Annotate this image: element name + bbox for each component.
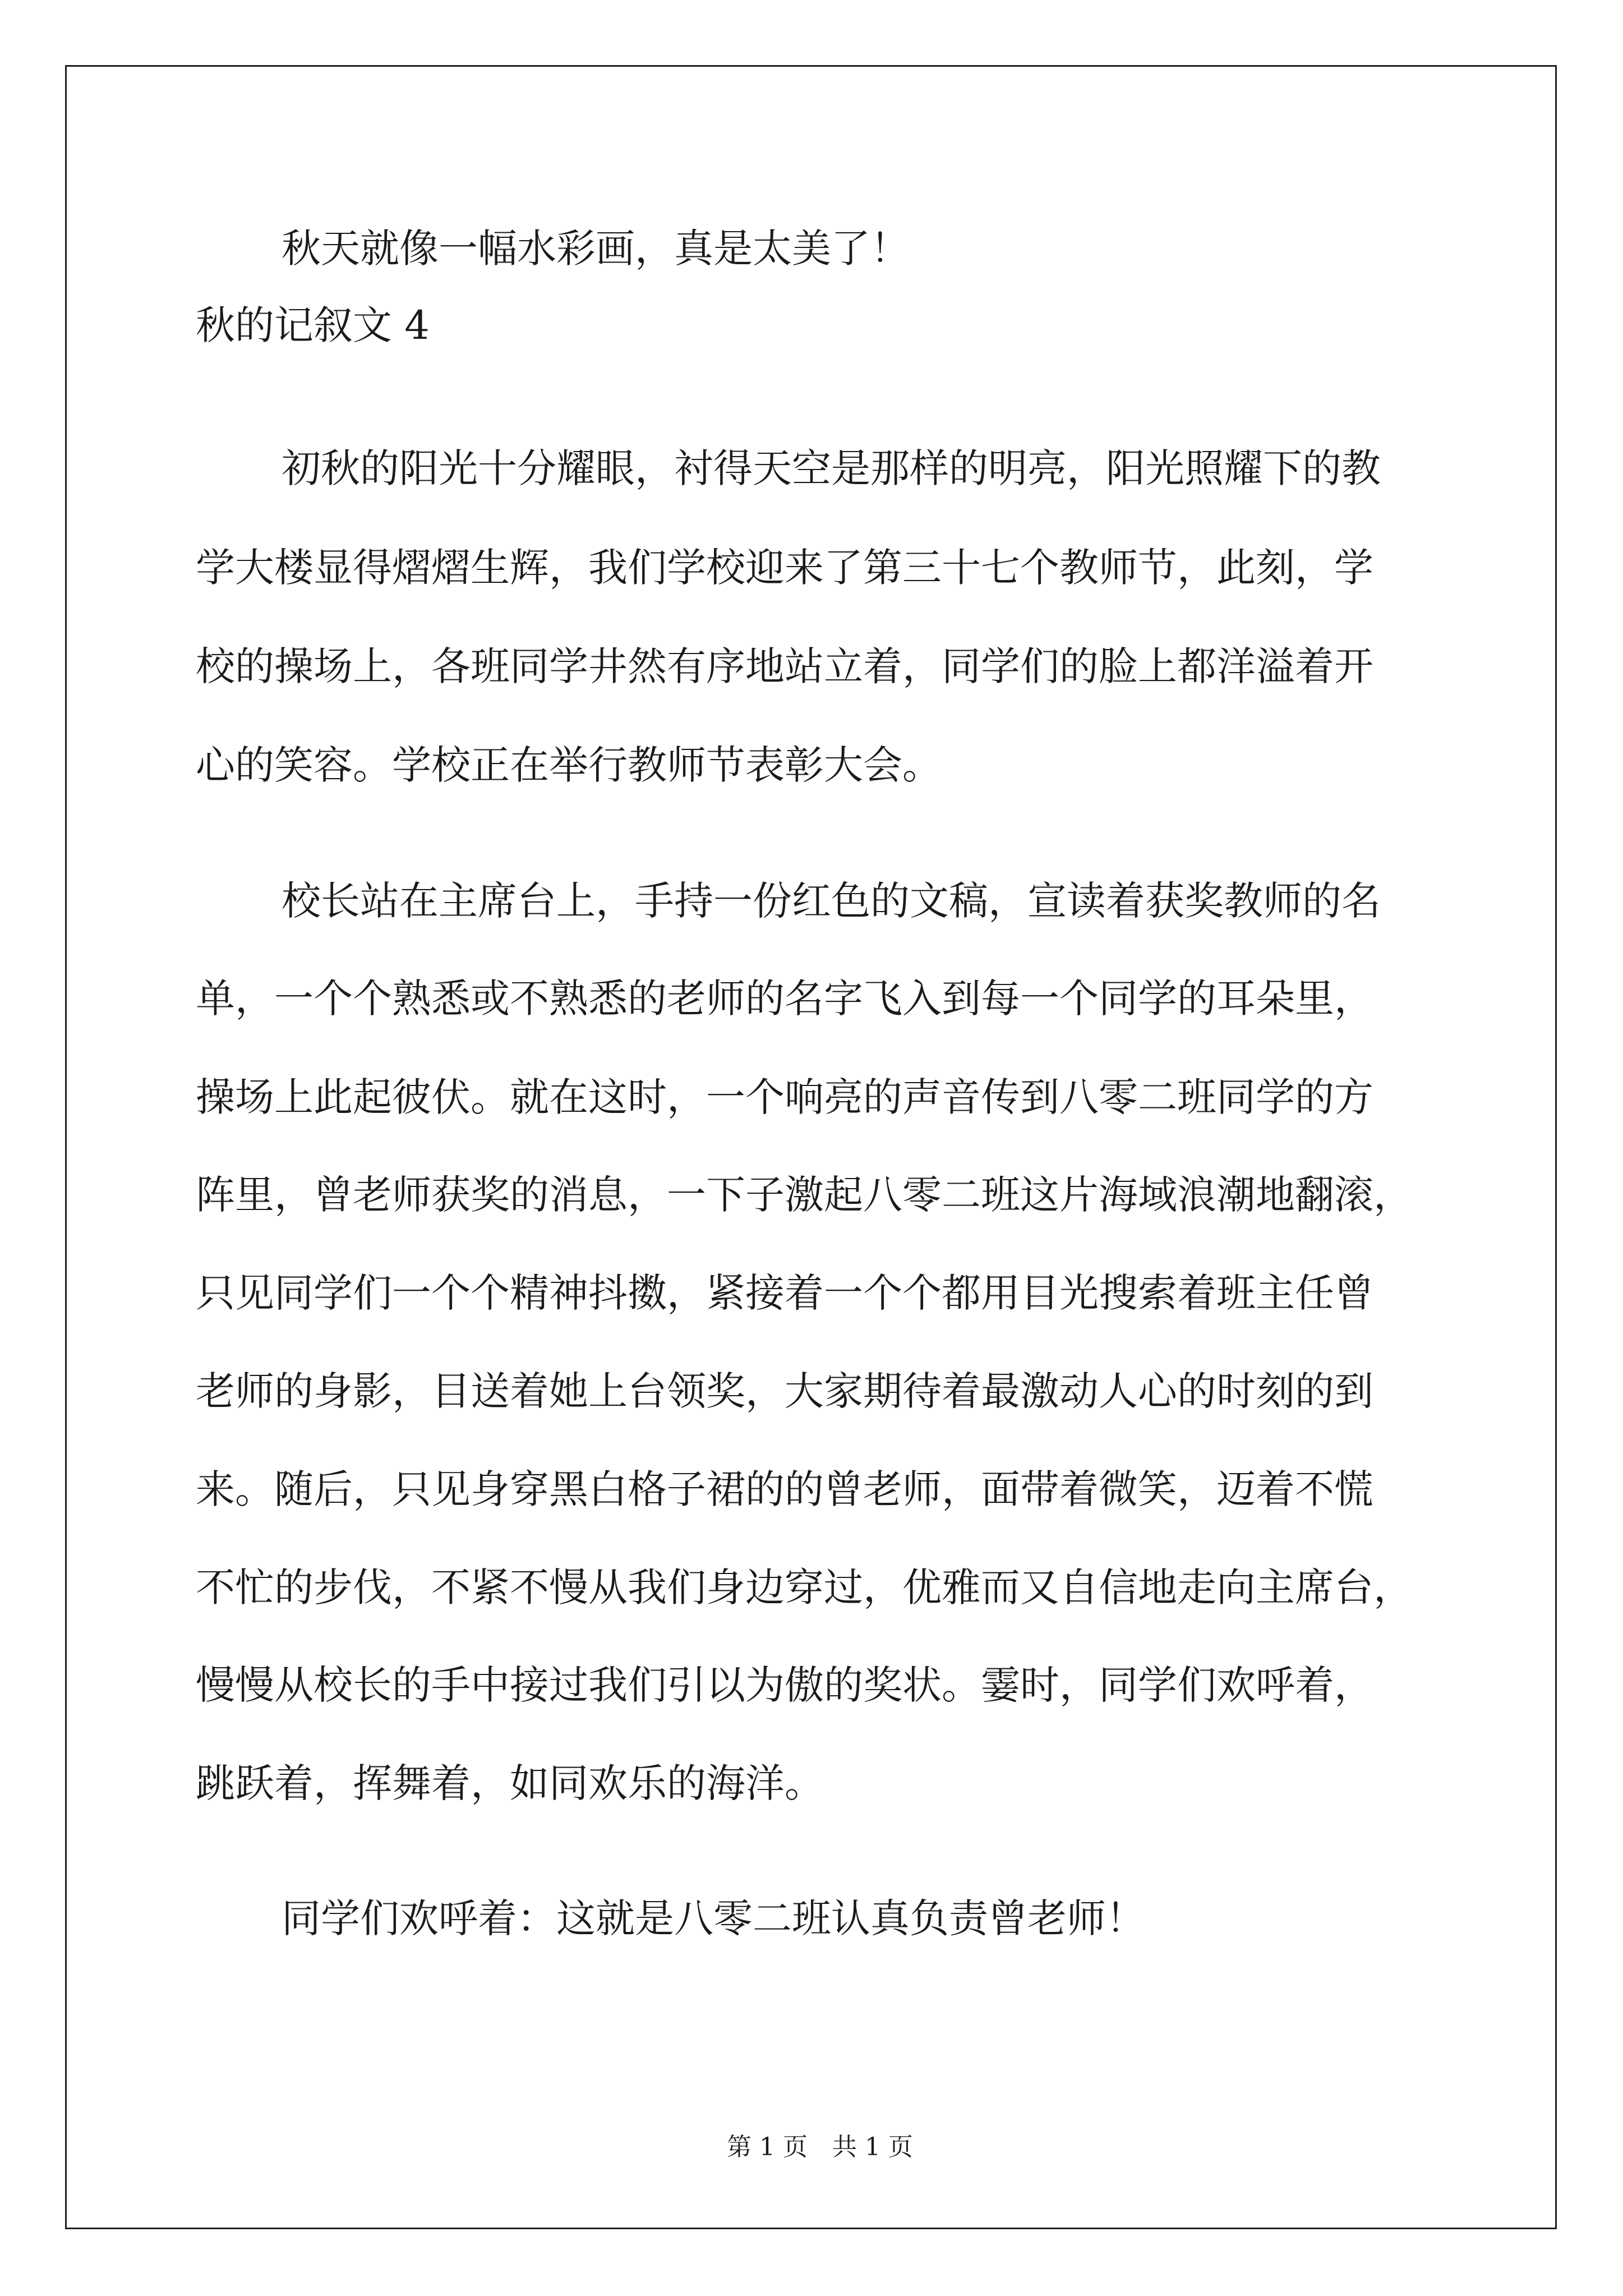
paragraph-line: 不忙的步伐，不紧不慢从我们身边穿过，优雅而又自信地走向主席台，: [196, 1565, 1413, 1611]
paragraph-line: 慢慢从校长的手中接过我们引以为傲的奖状。霎时，同学们欢呼着，: [196, 1662, 1373, 1708]
paragraph-line: 心的笑容。学校正在举行教师节表彰大会。: [196, 742, 942, 788]
paragraph-line: 来。随后，只见身穿黑白格子裙的的曾老师，面带着微笑，迈着不慌: [196, 1466, 1373, 1512]
paragraph-line: 跳跃着，挥舞着，如同欢乐的海洋。: [196, 1760, 824, 1806]
paragraph-line: 阵里，曾老师获奖的消息，一下子激起八零二班这片海域浪潮地翻滚，: [196, 1172, 1413, 1218]
paragraph-line: 学大楼显得熠熠生辉，我们学校迎来了第三十七个教师节，此刻，学: [196, 545, 1373, 591]
paragraph-line: 校长站在主席台上，手持一份红色的文稿，宣读着获奖教师的名: [282, 878, 1381, 924]
paragraph-line: 单，一个个熟悉或不熟悉的老师的名字飞入到每一个同学的耳朵里，: [196, 976, 1373, 1022]
paragraph-line: 同学们欢呼着：这就是八零二班认真负责曾老师！: [282, 1895, 1145, 1941]
page-footer: 第 1 页 共 1 页: [727, 2133, 913, 2161]
paragraph-line: 只见同学们一个个精神抖擞，紧接着一个个都用目光搜索着班主任曾: [196, 1270, 1373, 1316]
section-heading: 秋的记叙文 4: [196, 302, 430, 348]
paragraph-line: 操场上此起彼伏。就在这时，一个响亮的声音传到八零二班同学的方: [196, 1074, 1373, 1120]
paragraph-line: 秋天就像一幅水彩画，真是太美了！: [282, 226, 910, 272]
paragraph-line: 初秋的阳光十分耀眼，衬得天空是那样的明亮，阳光照耀下的教: [282, 445, 1381, 491]
paragraph-line: 校的操场上，各班同学井然有序地站立着，同学们的脸上都洋溢着开: [196, 643, 1373, 689]
paragraph-line: 老师的身影，目送着她上台领奖，大家期待着最激动人心的时刻的到: [196, 1368, 1373, 1414]
